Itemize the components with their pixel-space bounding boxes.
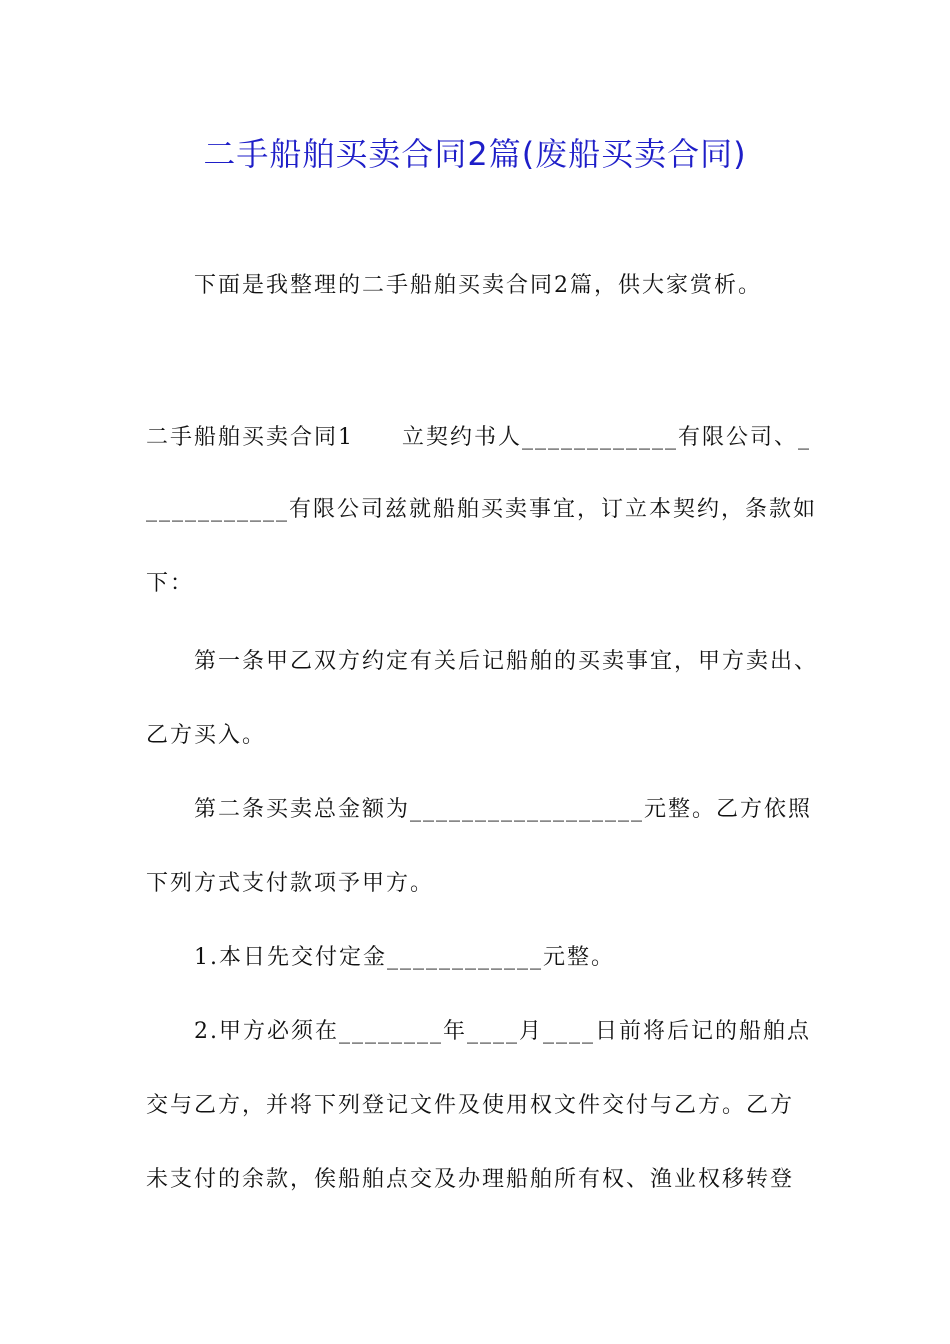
item-2-line-1: 2.甲方必须在________年____月____日前将后记的船舶点: [194, 1019, 811, 1044]
article-1-line-1: 第一条甲乙双方约定有关后记船舶的买卖事宜，甲方卖出、: [194, 649, 819, 674]
contract-line-3: 下：: [146, 571, 195, 596]
article-2-line-2: 下列方式支付款项予甲方。: [146, 871, 435, 896]
document-title: 二手船舶买卖合同2篇(废船买卖合同): [203, 135, 747, 173]
item-1-line: 1.本日先交付定金____________元整。: [194, 945, 615, 970]
item-2-line-2: 交与乙方，并将下列登记文件及使用权文件交付与乙方。乙方: [146, 1093, 795, 1118]
contract-line-2: ___________有限公司兹就船舶买卖事宜，订立本契约，条款如: [146, 497, 818, 522]
item-2-line-3: 未支付的余款，俟船舶点交及办理船舶所有权、渔业权移转登: [146, 1167, 795, 1192]
intro-paragraph: 下面是我整理的二手船舶买卖合同2篇，供大家赏析。: [194, 273, 762, 298]
article-2-line-1: 第二条买卖总金额为__________________元整。乙方依照: [194, 797, 813, 822]
contract-line-1: 二手船舶买卖合同1 立契约书人____________有限公司、_: [146, 425, 811, 450]
article-1-line-2: 乙方买入。: [146, 723, 267, 748]
